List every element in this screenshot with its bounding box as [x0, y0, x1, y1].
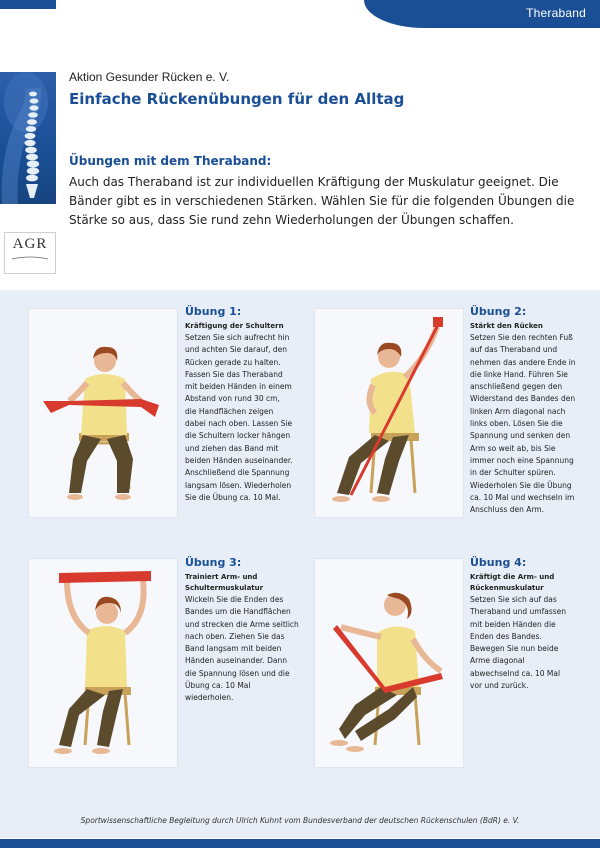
exercise-1-title: Übung 1:	[185, 305, 242, 318]
agr-logo	[4, 232, 56, 274]
exercise-3-text: Wickeln Sie die Enden des Bandes um die Handflächen und strecken die Arme seitlich nach oben. Ziehen Sie das Band langsam mit beiden Händen auseinander. Dann die Spannung lösen und die Übung ca. 10 Mal wiederholen.	[185, 595, 299, 703]
exercise-1-subtitle: Kräftigung der Schultern	[185, 322, 284, 330]
exercise-2-title: Übung 2:	[470, 305, 527, 318]
page-title: Einfache Rückenübungen für den Alltag	[69, 90, 405, 108]
exercise-1-figure	[29, 309, 177, 517]
exercise-4-figure	[315, 559, 463, 767]
exercise-4-subtitle: Kräftigt die Arm- und Rückenmuskulatur	[470, 573, 555, 592]
exercise-4-title: Übung 4:	[470, 556, 527, 569]
bottom-accent-bar	[0, 839, 600, 848]
exercise-2-figure	[315, 309, 463, 517]
spine-icon	[0, 72, 56, 204]
intro-text: Auch das Theraband ist zur individuellen Kräftigung der Muskulatur geeignet. Die Bänder gibt es in verschiedenen Stärken. Wählen Sie für die folgenden Übungen die Stärke so aus, dass Sie rund zehn Wiederholungen der Übungen schaffen.	[69, 175, 575, 227]
exercise-4-photo	[314, 558, 464, 768]
exercise-3-title: Übung 3:	[185, 556, 242, 569]
exercise-1-photo	[28, 308, 178, 518]
brand-header-bar	[364, 0, 600, 28]
exercise-2-subtitle: Stärkt den Rücken	[470, 322, 543, 330]
brand-label: Theraband	[526, 6, 586, 20]
exercise-3-figure	[29, 559, 177, 767]
intro-heading: Übungen mit dem Theraband:	[69, 154, 272, 168]
top-accent-bar	[0, 0, 56, 9]
spine-illustration	[0, 72, 56, 204]
agr-logo-text: AGR	[12, 236, 48, 252]
exercise-2-photo	[314, 308, 464, 518]
organization-name: Aktion Gesunder Rücken e. V.	[69, 70, 230, 84]
logo-swoosh-icon	[11, 255, 49, 261]
exercise-1-text: Setzen Sie sich aufrecht hin und achten Sie darauf, den Rücken gerade zu halten. Fassen Sie das Theraband mit beiden Händen in einem Abstand von rund 30 cm, die Handflächen zeigen dabei nach oben. Lassen Sie die Schultern locker hängen und ziehen das Band mit beiden Händen auseinander. Anschließend die Spannung langsam lösen. Wiederholen Sie die Übung ca. 10 Mal.	[185, 333, 293, 502]
exercise-4-text: Setzen Sie sich auf das Theraband und umfassen mit beiden Händen die Enden des Bandes. Bewegen Sie nun beide Arme diagonal abwechselnd ca. 10 Mal vor und zurück.	[470, 595, 567, 691]
exercise-2-text: Setzen Sie den rechten Fuß auf das Theraband und nehmen das andere Ende in die linke Hand. Führen Sie anschließend gegen den Widerstand des Bandes den linken Arm diagonal nach links oben. Lösen Sie die Spannung und senken den Arm so weit ab, bis Sie immer noch eine Spannung in der Schulter spüren. Wiederholen Sie die Übung ca. 10 Mal und wechseln im Anschluss den Arm.	[470, 333, 576, 515]
footer-credit: Sportwissenschaftliche Begleitung durch Ulrich Kuhnt vom Bundesverband der deutschen Rückenschulen (BdR) e. V.	[80, 816, 520, 825]
exercise-3-subtitle: Trainiert Arm- und Schultermuskulatur	[185, 573, 264, 592]
exercise-3-photo	[28, 558, 178, 768]
